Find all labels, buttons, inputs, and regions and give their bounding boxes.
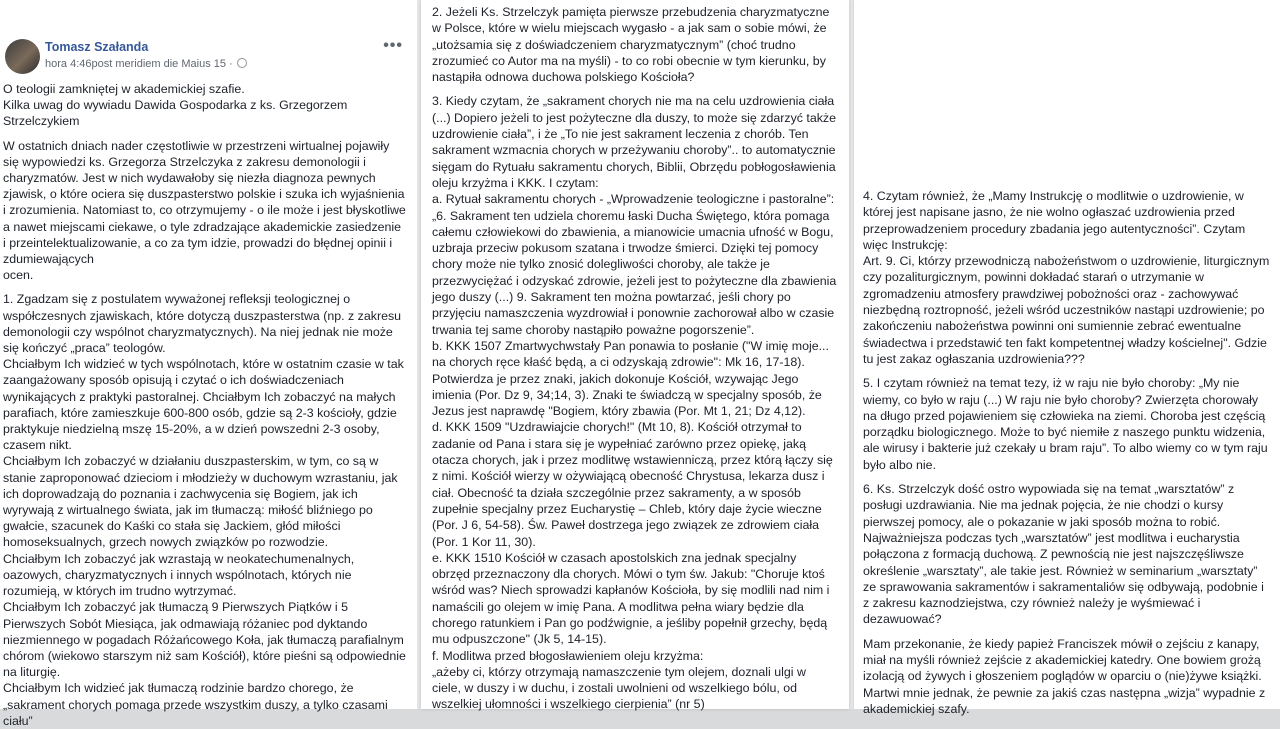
post-paragraph: Mam przekonanie, że kiedy papież Franciszek mówił o zejściu z kanapy, miał na myśli również zejście z akademickiej katedry. One bowiem grożą izolacją od żywych i głoszeniem poglądów w oparciu o (nie)żywe książki. Martwi mnie jednak, że pewnie za jakiś czas następna „wizja” wypadnie z akademickiej szafy. bbox=[863, 636, 1266, 716]
author-name[interactable]: Tomasz Szałanda bbox=[45, 40, 149, 54]
post-paragraph: 6. Ks. Strzelczyk dość ostro wypowiada się na temat „warsztatów” z posługi uzdrawiania. Nie ma jednak pojęcia, że nie chodzi o kursy pierwszej pomocy, ale o pokazanie w jaki sposób można to robić. Najważniejsza podczas tych „warsztatów” jest modlitwa i eucharystia połączona z formacją duchową. Z pewnością nie jest najszczęśliwsze określenie „warsztaty”, ale takie jest. Również w seminarium „warsztaty” ze sprawowania sakramentów i sakramentaliów się odbywają, podobnie i z zakresu kaznodziejstwa, czy również należy je wyśmiewać i dezawuować? bbox=[863, 482, 1264, 627]
post-paragraph: 3. Kiedy czytam, że „sakrament chorych nie ma na celu uzdrowienia ciała (...) Dopiero jeżeli to jest pożyteczne dla duszy, to może się zdarzyć także uzdrowienie ciała”, i że „To nie jest sakrament leczenia z chorób. Ten sakrament wzmacnia chorych w przeżywaniu choroby”.. to automatycznie sięgam do Rytuału sakramentu chorych, Biblii, Obrzędu pobłogosławienia oleju krzyżma i KKK. I czytam: a. Rytuał sakramentu chorych - „Wprowadzenie teologiczne i pastoralne”: „6. Sakrament ten udziela choremu łaski Ducha Świętego, która pomaga całemu człowiekowi do zbawienia, a mianowicie umacnia ufność w Bogu, uzbraja przeciw pokusom szatana i trwodze śmierci. Dzięki tej pomocy chory może nie tylko znosić dolegliwości choroby, ale także je przezwyciężać i odzyskać zdrowie, jeżeli jest to pożyteczne dla zbawienia jego duszy (...) 9. Sakrament ten można powtarzać, jeśli chory po przyjęciu namaszczenia wyzdrowiał i ponownie zachorował albo w czasie trwania tej same choroby nastąpiło poważne pogorszenie”. b. KKK 1507 Zmartwychwstały Pan ponawia to posłanie ("W imię moje... na chorych ręce kłaść będą, a ci odzyskają zdrowie": Mk 16, 17-18). Potwierdza je przez znaki, jakich dokonuje Kościół, wzywając Jego imienia (Por. Dz 9, 34;14, 3). Znaki te świadczą w specjalny sposób, że Jezus jest naprawdę "Bogiem, który zbawia (Por. Mt 1, 21; Dz 4,12). d. KKK 1509 "Uzdrawiajcie chorych!" (Mt 10, 8). Kościół otrzymał to zadanie od Pana i stara się je wypełniać zarówno przez opiekę, jaką otacza chorych, jak i przez modlitwę wstawienniczą, przez którą łączy się z nimi. Kościół wierzy w ożywiającą obecność Chrystusa, lekarza dusz i ciał. Obecność ta działa szczególnie przez sakramenty, a w sposób zupełnie specjalny przez Eucharystię – Chleb, który daje życie wieczne (Por. J 6, 54-58). Św. Paweł dostrzega jego związek ze zdrowiem ciała (Por. 1 Kor 11, 30). e. KKK 1510 Kościół w czasach apostolskich zna jednak specjalny obrzęd przeznaczony dla chorych. Mówi o tym św. Jakub: "Choruje ktoś wśród was? Niech sprowadzi kapłanów Kościoła, by się modlili nad nim i namaścili go olejem w imię Pana. A modlitwa pełna wiary będzie dla chorego ratunkiem i Pan go podźwignie, a jeśliby popełnił grzechy, będą mu odpuszczone" (Jk 5, 14-15). f. Modlitwa przed błogosławieniem oleju krzyżma: „ażeby ci, którzy otrzymają namaszczenie tym olejem, doznali ulgi w ciele, w duszy i w duchu, i zostali uwolnieni od wszelkiego bólu, od wszelkiej ułomności i wszelkiego cierpienia” (nr 5) bbox=[432, 94, 837, 712]
post-paragraph: 2. Jeżeli Ks. Strzelczyk pamięta pierwsze przebudzenia charyzmatyczne w Polsce, które w wielu miejscach wygasło - a jak sam o sobie mówi, że „utożsamia się z doświadczeniem charyzmatycznym” (choć trudno zrozumieć co Autor ma na myśli) - to co robi obecnie w tym kierunku, by nastąpiła odnowa duchowa polskiego Kościoła? bbox=[432, 5, 830, 85]
post-header bbox=[3, 39, 407, 81]
globe-icon bbox=[237, 58, 247, 68]
avatar[interactable] bbox=[5, 39, 40, 74]
more-options-icon[interactable]: ••• bbox=[383, 37, 403, 54]
timestamp-text: hora 4:46post meridiem die Maius 15 · bbox=[45, 58, 233, 70]
post-paragraph: O teologii zamkniętej w akademickiej szafie. Kilka uwag do wywiadu Dawida Gospodarka z ks. Grzegorzem Strzelczykiem bbox=[3, 82, 348, 129]
post-paragraph: 4. Czytam również, że „Mamy Instrukcję o modlitwie o uzdrowienie, w której jest napisane jasno, że nie wolno ogłaszać uzdrowienia przed przeprowadzeniem procedury zbadania jego autentyczności”. Czytam więc Instrukcję: Art. 9. Ci, którzy przewodniczą nabożeństwom o uzdrowienie, liturgicznym czy pozaliturgicznym, powinni dokładać starań o utrzymanie w zgromadzeniu atmosfery prawdziwej pobożności oraz - zachowywać niezbędną roztropność, jeżeli wśród uczestników nastąpi uzdrowienie; po zakończeniu nabożeństwa powinni oni sumiennie zebrać ewentualne świadectwa i przedstawić ten fakt kompetentnej władzy kościelnej". Gdzie tu jest zakaz ogłaszania uzdrowienia??? bbox=[863, 189, 1270, 366]
post-paragraph: W ostatnich dniach nader częstotliwie w przestrzeni wirtualnej pojawiły się wypowiedzi ks. Grzegorza Strzelczyka z zakresu demonologii i charyzmatów. Jest w nich wydawałoby się niezła diagnoza pewnych zjawisk, o które ociera się duszpasterstwo polskie i szuka ich wyjaśnienia i zrozumienia. Natomiast to, co otrzymujemy - o ile może i jest błyskotliwe a nawet miejscami ciekawe, o tyle zdradzające akademickie zasiedzenie i przeintelektualizowanie, a co za tym idzie, prowadzi do błędnej opinii i zdumiewających ocen. bbox=[3, 138, 406, 283]
post-paragraph: 1. Zgadzam się z postulatem wyważonej refleksji teologicznej o współczesnych zjawiskach, które dotyczą duszpasterstwa (np. z zakresu demonologii czy wspólnot charyzmatycznych). Na niej jednak nie może się kończyć „praca” teologów. Chciałbym Ich widzieć w tych wspólnotach, które w ostatnim czasie w tak zaangażowany sposób opisują i czytać o ich doświadczeniach wynikających z praktyki pastoralnej. Chciałbym Ich zobaczyć na małych parafiach, które zamieszkuje 600-800 osób, gdzie są 2-3 kościoły, gdzie praktykuje niedzielną mszę 15-20%, a w dzień powszedni 2-3 osoby, czasem nikt. Chciałbym Ich zobaczyć w działaniu duszpasterskim, w tym, co są w stanie zaproponować dzieciom i młodzieży w duchowym wzrastaniu, jak ich doprowadzają do poznania i zachwycenia się Bogiem, jak ich wyrywają z wirtualnego świata, jak im tłumaczą: miłość bliźniego po gwałcie, szacunek do Kaśki co stała się Jackiem, głód miłości homoseksualnych, grzech nowych związków po rozwodzie. Chciałbym Ich zobaczyć jak wzrastają w neokatechumenalnych, oazowych, charyzmatycznych i innych wspólnotach, których nie rozumieją, w których im trudno wytrzymać. Chciałbym Ich zobaczyć jak tłumaczą 9 Pierwszych Piątków i 5 Pierwszych Sobót Miesiąca, jak odmawiają różaniec pod dyktando niezmiennego w pogadach Różańcowego Koła, jak tłumaczą parafialnym chórom (wiekowo starszym niż sam Kościół), które pieśni są odpowiednie na liturgię. Chciałbym Ich widzieć jak tłumaczą rodzinie bardzo chorego, że „sakrament chorych pomaga przede wszystkim duszy, a tylko czasami ciału” bbox=[3, 292, 406, 728]
column-divider bbox=[849, 0, 853, 709]
post-column-3 bbox=[854, 0, 1280, 716]
post-column-2 bbox=[421, 0, 849, 712]
post-timestamp[interactable] bbox=[45, 58, 247, 70]
post-paragraph: 5. I czytam również na temat tezy, iż w raju nie było choroby: „My nie wiemy, co było w raju (...) W raju nie było choroby? Zwierzęta chorowały na długo przed pojawieniem się człowieka na ziemi. Choroba jest częścią porządku biologicznego. Może to być niemiłe z naszego punktu widzenia, ale wirusy i bakterie już czekały u bram raju”. To albo wiemy co w tym raju było albo nie. bbox=[863, 376, 1268, 472]
post-column-1 bbox=[0, 0, 417, 728]
